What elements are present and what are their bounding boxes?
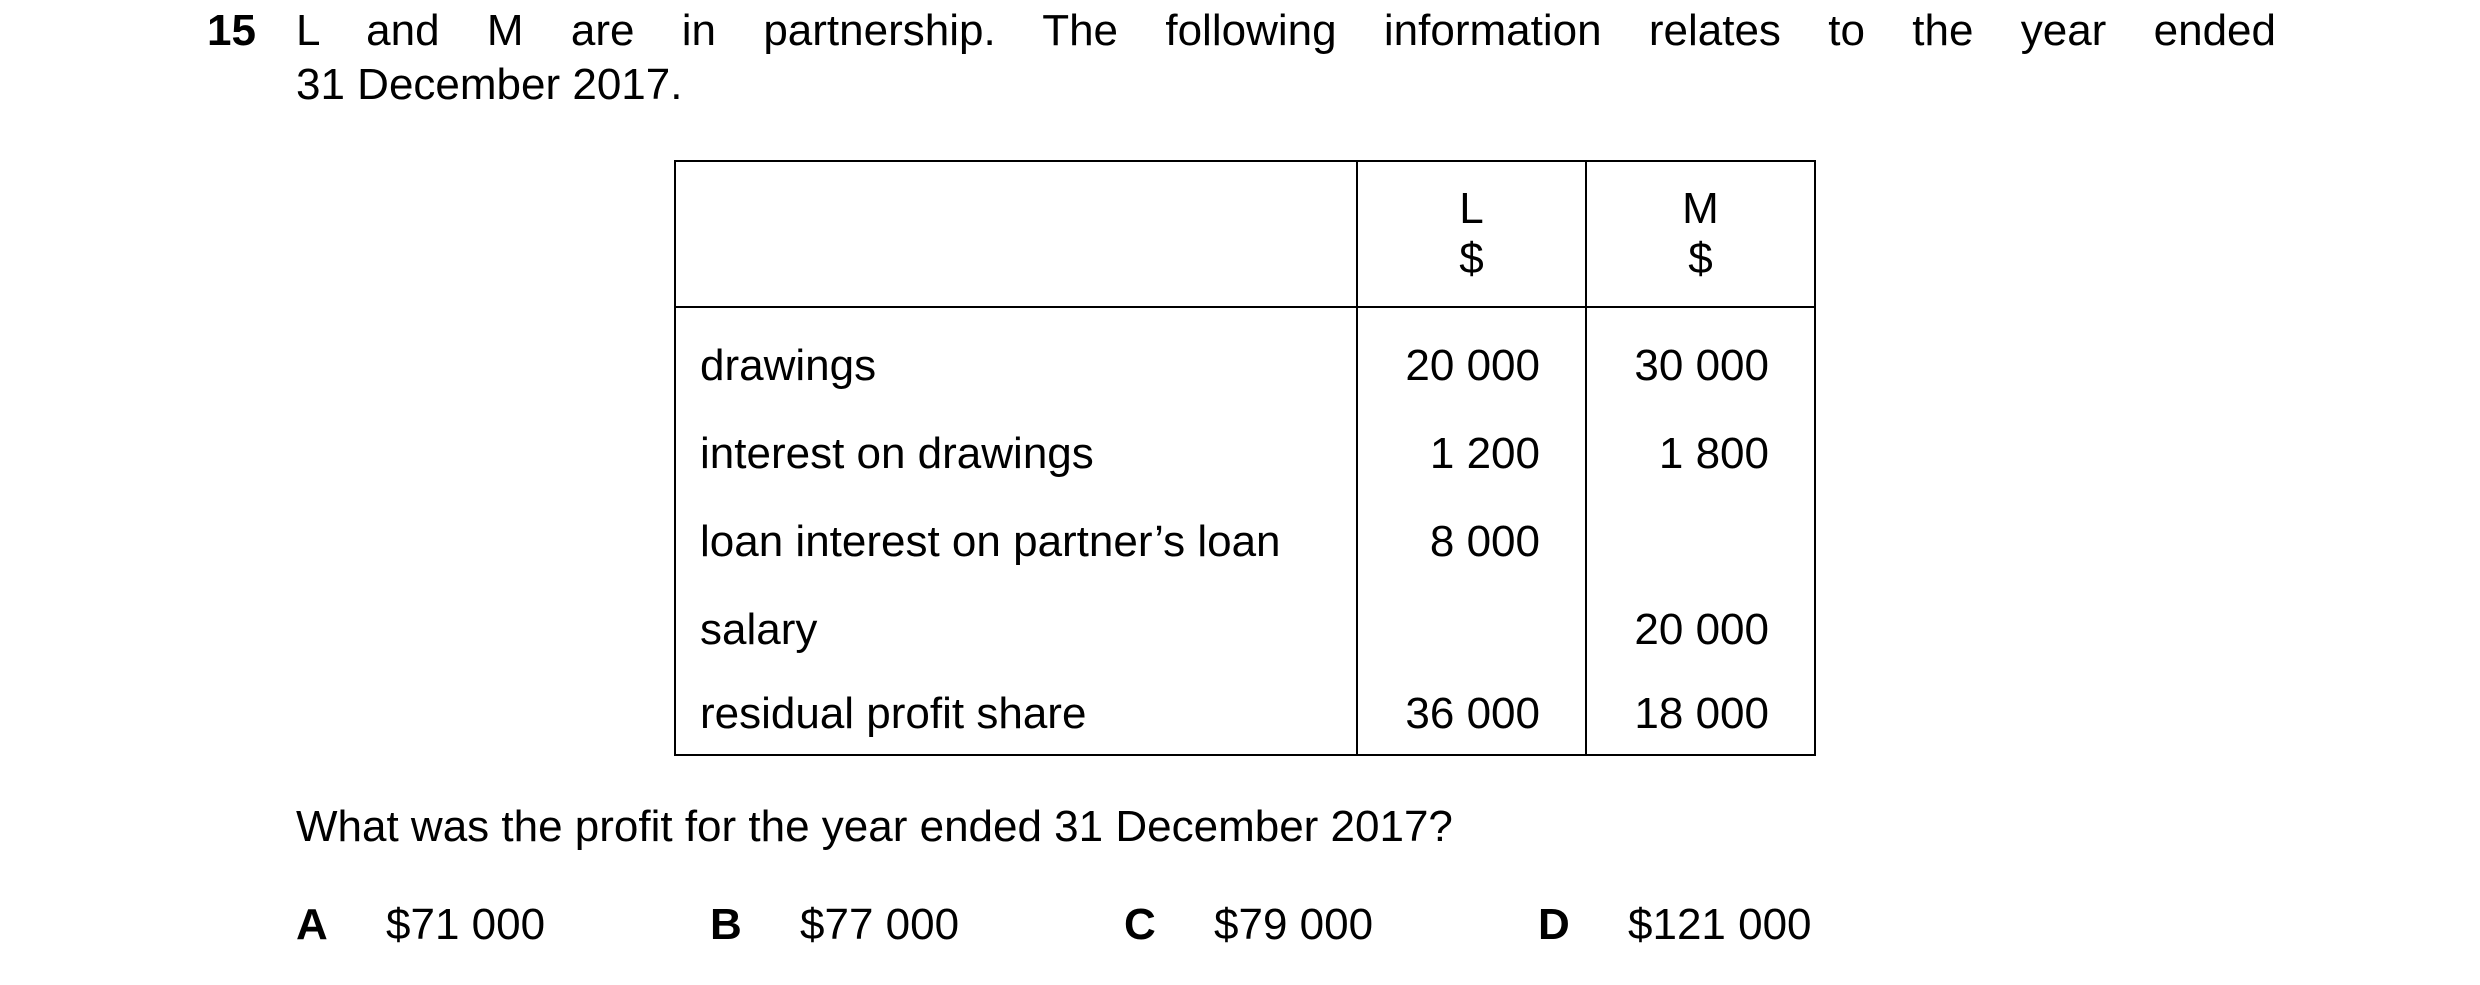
answer-options <box>296 898 1896 958</box>
row-value-l: 8 000 <box>1357 498 1586 586</box>
option-c-text: $79 000 <box>1214 900 1374 949</box>
question-stem-line-1: L and M are in partnership. The following information relates to the year ended <box>296 6 2276 55</box>
row-label: salary <box>675 586 1357 674</box>
question-prompt: What was the profit for the year ended 31 December 2017? <box>296 802 1453 851</box>
row-value-m: 30 000 <box>1586 307 1815 410</box>
option-a-letter: A <box>296 900 328 949</box>
row-label: residual profit share <box>675 674 1357 755</box>
row-value-l: 36 000 <box>1357 674 1586 755</box>
option-d-letter: D <box>1538 900 1570 949</box>
header-partner-l <box>1357 161 1586 307</box>
option-a[interactable] <box>296 898 545 952</box>
row-value-l: 20 000 <box>1357 307 1586 410</box>
table-row <box>675 674 1815 755</box>
option-c-letter: C <box>1124 900 1156 949</box>
question-number: 15 <box>207 6 256 55</box>
option-b-text: $77 000 <box>800 900 960 949</box>
table-row <box>675 307 1815 410</box>
partnership-data-table <box>674 160 1816 756</box>
header-partner-m <box>1586 161 1815 307</box>
header-partner-l-name: L <box>1459 184 1484 233</box>
row-value-m: 20 000 <box>1586 586 1815 674</box>
table-row <box>675 498 1815 586</box>
table-row <box>675 410 1815 498</box>
option-c[interactable] <box>1124 898 1373 952</box>
row-label: interest on drawings <box>675 410 1357 498</box>
option-a-text: $71 000 <box>386 900 546 949</box>
option-d-text: $121 000 <box>1628 900 1812 949</box>
row-label: loan interest on partner’s loan <box>675 498 1357 586</box>
option-d[interactable] <box>1538 898 1812 952</box>
table-row <box>675 586 1815 674</box>
header-partner-l-unit: $ <box>1459 234 1484 283</box>
table-header-row <box>675 161 1815 307</box>
row-value-l <box>1357 586 1586 674</box>
row-value-m: 18 000 <box>1586 674 1815 755</box>
row-value-m <box>1586 498 1815 586</box>
header-blank-cell <box>675 161 1357 307</box>
row-value-m: 1 800 <box>1586 410 1815 498</box>
option-b[interactable] <box>710 898 959 952</box>
row-label: drawings <box>675 307 1357 410</box>
question-stem-line-2: 31 December 2017. <box>296 60 683 109</box>
row-value-l: 1 200 <box>1357 410 1586 498</box>
header-partner-m-unit: $ <box>1688 234 1713 283</box>
option-b-letter: B <box>710 900 742 949</box>
header-partner-m-name: M <box>1682 184 1719 233</box>
question-stem <box>296 4 2276 112</box>
